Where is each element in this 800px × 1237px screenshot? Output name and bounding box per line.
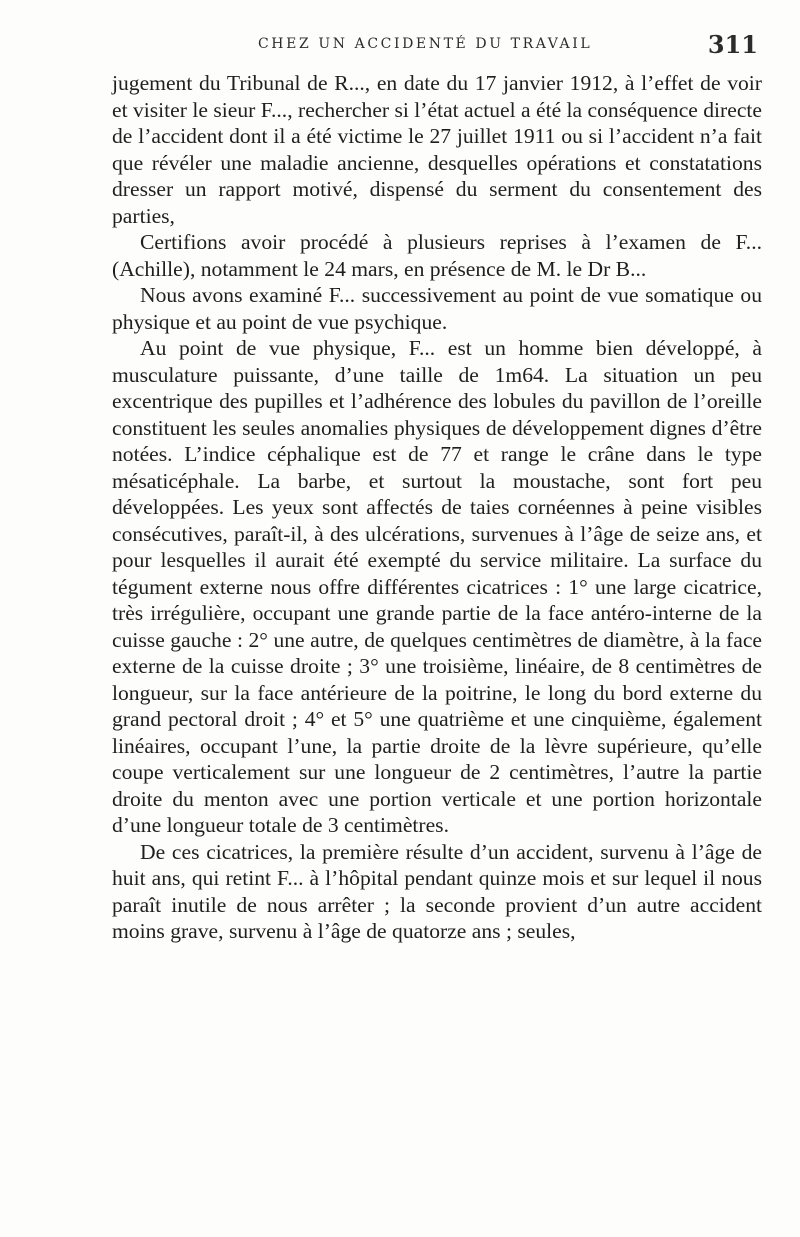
body-text: [112, 70, 762, 945]
paragraph-1: jugement du Tribunal de R..., en date du 17 janvier 1912, à l’effet de voir et visiter le sieur F..., rechercher si l’état actuel a été la conséquence directe de l’accident dont il a été victime le 27 juillet 1911 ou si l’accident n’a fait que révéler une maladie ancienne, desquelles opérations et constatations dresser un rapport motivé, dispensé du serment du consentement des parties,: [112, 71, 762, 228]
paragraph-3: Nous avons examiné F... successivement au point de vue somatique ou physique et au point de vue psychique.: [112, 283, 762, 334]
paragraph-4: Au point de vue physique, F... est un homme bien développé, à musculature puissante, d’une taille de 1m64. La situation un peu excentrique des pupilles et l’adhérence des lobules du pavillon de l’oreille constituent les seules anomalies physiques de développement dignes d’être notées. L’indice céphalique est de 77 et range le crâne dans le type mésaticéphale. La barbe, et surtout la moustache, sont fort peu développées. Les yeux sont affectés de taies cornéennes à peine visibles consécutives, paraît-il, à des ulcérations, survenues à l’âge de seize ans, et pour lesquelles il aurait été exempté du service militaire. La surface du tégument externe nous offre différentes cicatrices : 1° une large cicatrice, très irrégulière, occupant une grande partie de la face antéro-interne de la cuisse gauche : 2° une autre, de quelques centimètres de diamètre, à la face externe de la cuisse droite ; 3° une troisième, linéaire, de 8 centimètres de longueur, sur la face antérieure de la poitrine, le long du bord externe du grand pectoral droit ; 4° et 5° une quatrième et une cinquième, également linéaires, occupant l’une, la partie droite de la lèvre supérieure, qu’elle coupe verticalement sur une longueur de 2 centimètres, l’autre la partie droite du menton avec une portion verticale et une portion horizontale d’une longueur totale de 3 centimètres.: [112, 336, 762, 837]
page-number: 311: [707, 30, 758, 59]
running-head: [118, 28, 758, 64]
paragraph-5: De ces cicatrices, la première résulte d’un accident, survenu à l’âge de huit ans, qui retint F... à l’hôpital pendant quinze mois et sur lequel il nous paraît inutile de nous arrêter ; la seconde provient d’un autre accident moins grave, survenu à l’âge de quatorze ans ; seules,: [112, 839, 762, 943]
paragraph-2: Certifions avoir procédé à plusieurs reprises à l’examen de F... (Achille), notamment le 24 mars, en présence de M. le Dr B...: [112, 230, 762, 281]
running-title: CHEZ UN ACCIDENTÉ DU TRAVAIL: [258, 36, 593, 52]
